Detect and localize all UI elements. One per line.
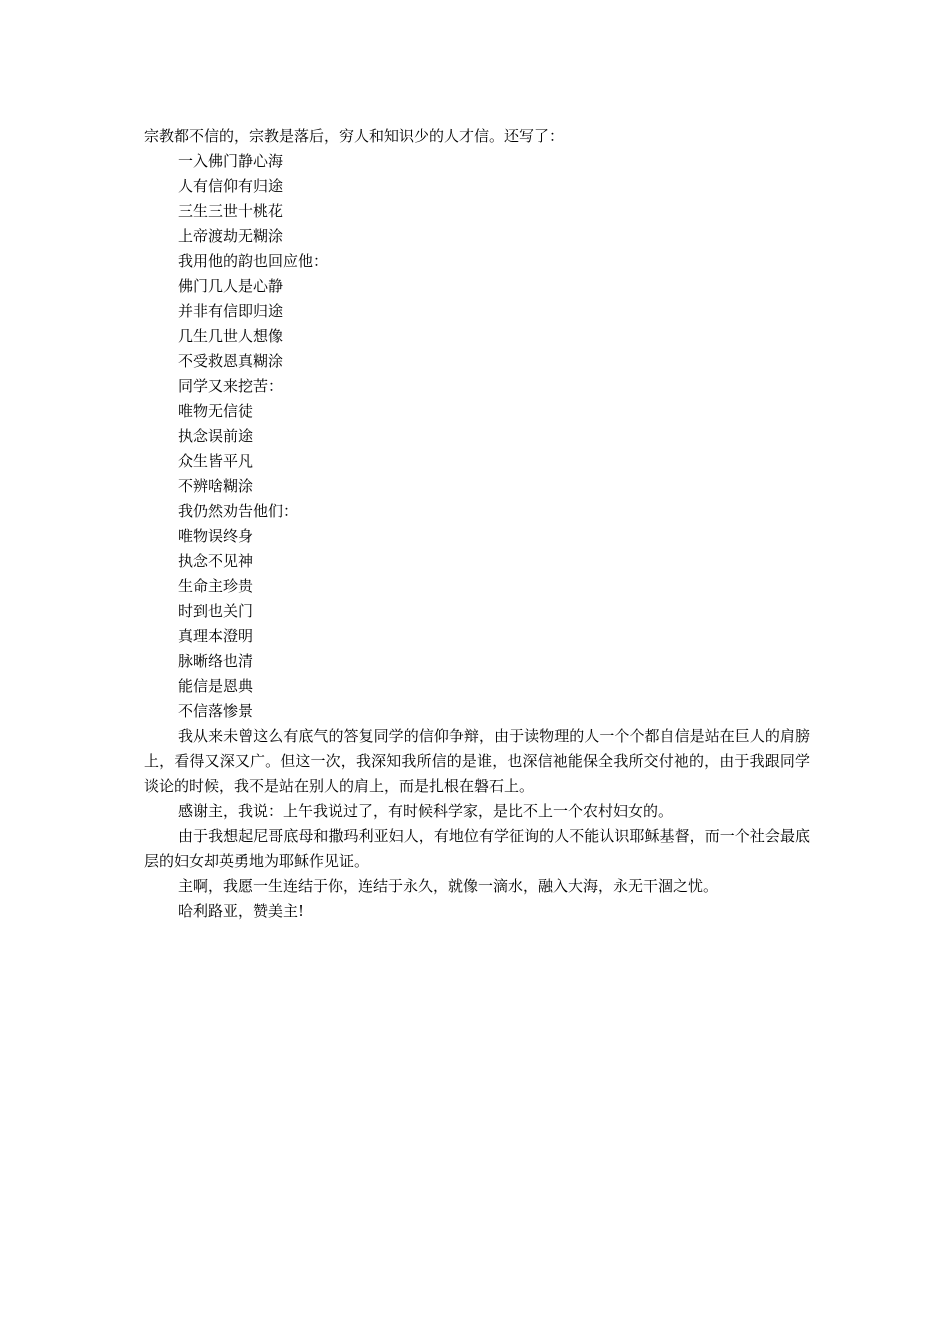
poem-line: 脉晰络也清 [178, 652, 254, 670]
poem-line: 佛门几人是心静 [178, 277, 284, 295]
intro-line: 宗教都不信的，宗教是落后，穷人和知识少的人才信。还写了： [144, 127, 565, 145]
poem-line: 众生皆平凡 [178, 452, 254, 470]
poem-line: 不辨啥糊涂 [178, 477, 254, 495]
document-page [144, 124, 810, 924]
poem-line: 能信是恩典 [178, 677, 254, 695]
poem-line: 三生三世十桃花 [178, 202, 284, 220]
poem-line: 不受救恩真糊涂 [178, 352, 284, 370]
poem-line: 并非有信即归途 [178, 302, 284, 320]
poem-line: 一入佛门静心海 [178, 152, 284, 170]
poem-line: 执念误前途 [178, 427, 254, 445]
poem-line: 人有信仰有归途 [178, 177, 284, 195]
poem-line: 唯物误终身 [178, 527, 254, 545]
poem-line: 几生几世人想像 [178, 327, 284, 345]
paragraph: 感谢主，我说：上午我说过了，有时候科学家，是比不上一个农村妇女的。 [178, 802, 674, 820]
paragraph: 由于我想起尼哥底母和撒玛利亚妇人，有地位有学征询的人不能认识耶稣基督，而一个社会最底层的妇女却英勇地为耶稣作见证。 [144, 827, 810, 870]
poem-line: 上帝渡劫无糊涂 [178, 227, 284, 245]
paragraph: 哈利路亚，赞美主! [178, 902, 305, 920]
poem-line: 真理本澄明 [178, 627, 254, 645]
paragraph: 我从来未曾这么有底气的答复同学的信仰争辩，由于读物理的人一个个都自信是站在巨人的肩膀上，看得又深又广。但这一次，我深知我所信的是谁，也深信祂能保全我所交付祂的，由于我跟同学谈论的时候，我不是站在别人的肩上，而是扎根在磐石上。 [144, 727, 810, 795]
poem-line: 时到也关门 [178, 602, 254, 620]
poem-line: 执念不见神 [178, 552, 254, 570]
poem-line: 生命主珍贵 [178, 577, 254, 595]
poem-line: 不信落惨景 [178, 702, 254, 720]
poem-line: 我仍然劝告他们： [178, 502, 299, 520]
paragraph: 主啊，我愿一生连结于你，连结于永久，就像一滴水，融入大海，永无干涸之忧。 [178, 877, 719, 895]
poem-line: 唯物无信徒 [178, 402, 254, 420]
poem-line: 同学又来挖苦： [178, 377, 284, 395]
poem-line: 我用他的韵也回应他： [178, 252, 329, 270]
